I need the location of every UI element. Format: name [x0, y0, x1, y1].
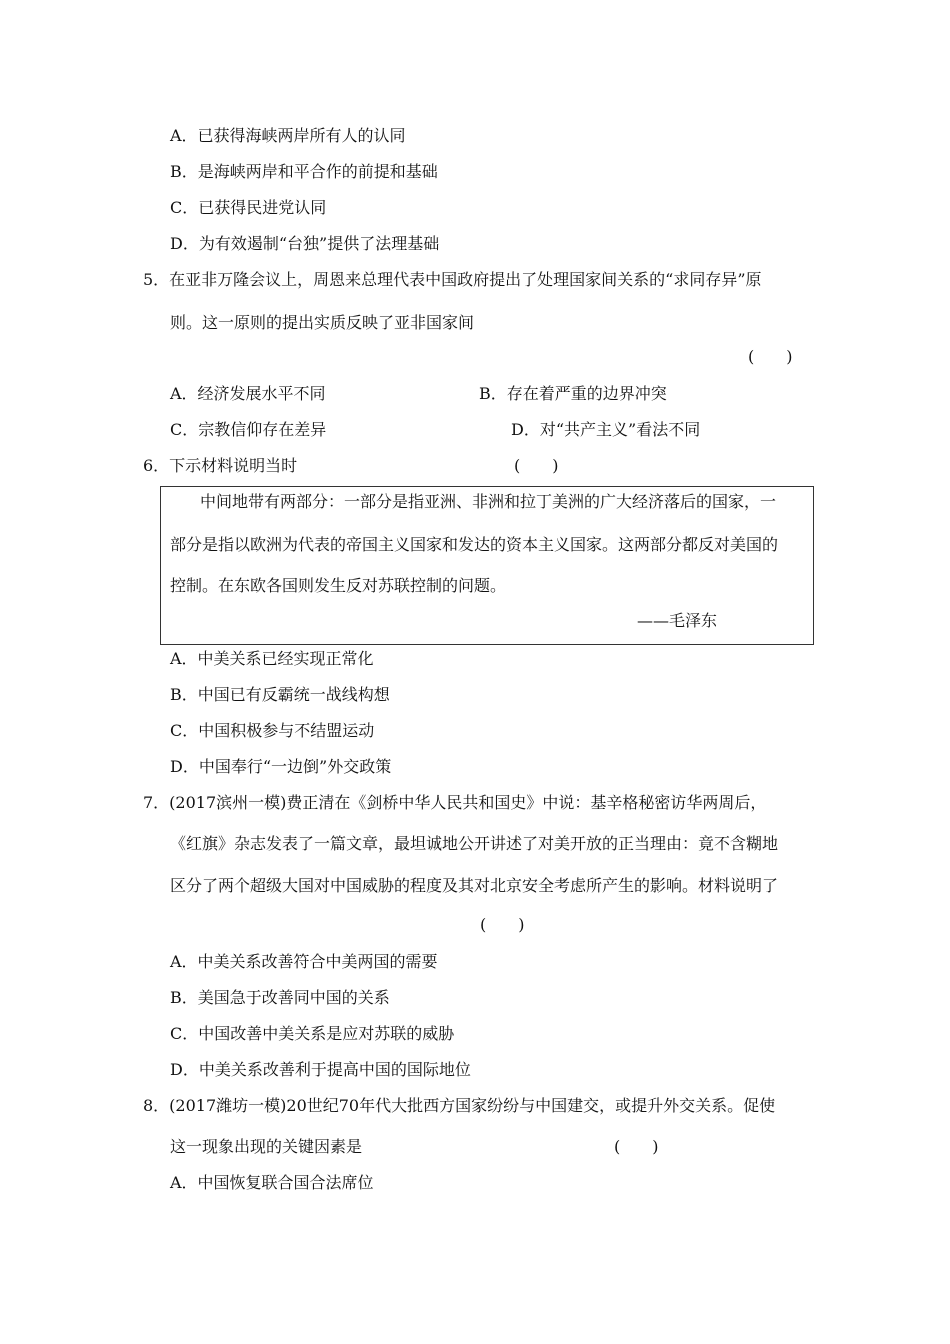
q8-stem-line1: 8．(2017潍坊一模)20世纪70年代大批西方国家纷纷与中国建交，或提升外交关系。促使 [143, 1096, 776, 1115]
q4-option-c: C．已获得民进党认同 [170, 198, 327, 217]
q8-option-a: A．中国恢复联合国合法席位 [170, 1173, 374, 1192]
q6-option-d: D．中国奉行“一边倒”外交政策 [170, 757, 392, 776]
q5-option-d: D．对“共产主义”看法不同 [511, 420, 701, 439]
q7-stem-line1: 7．(2017滨州一模)费正清在《剑桥中华人民共和国史》中说：基辛格秘密访华两周后， [143, 793, 767, 812]
q5-stem-line2: 则。这一原则的提出实质反映了亚非国家间 [170, 313, 475, 332]
q8-stem-line2: 这一现象出现的关键因素是 [170, 1137, 363, 1156]
q7-stem-line3: 区分了两个超级大国对中国威胁的程度及其对北京安全考虑所产生的影响。材料说明了 [170, 876, 779, 895]
material-source: ——毛泽东 [637, 611, 718, 630]
q6-option-a: A．中美关系已经实现正常化 [170, 649, 374, 668]
q5-option-a: A．经济发展水平不同 [170, 384, 326, 403]
q6-stem: 6．下示材料说明当时 [143, 456, 298, 475]
q7-option-a: A．中美关系改善符合中美两国的需要 [170, 952, 438, 971]
q4-option-d: D．为有效遏制“台独”提供了法理基础 [170, 234, 440, 253]
q4-option-b: B．是海峡两岸和平合作的前提和基础 [170, 162, 438, 181]
material-line3: 控制。在东欧各国则发生反对苏联控制的问题。 [170, 576, 507, 595]
q7-stem-line2: 《红旗》杂志发表了一篇文章，最坦诚地公开讲述了对美开放的正当理由：竟不含糊地 [170, 834, 779, 853]
q5-option-c: C．宗教信仰存在差异 [170, 420, 327, 439]
q8-answer-paren: ( ) [614, 1137, 659, 1156]
material-line2: 部分是指以欧洲为代表的帝国主义国家和发达的资本主义国家。这两部分都反对美国的 [170, 535, 779, 554]
q6-option-b: B．中国已有反霸统一战线构想 [170, 685, 390, 704]
q7-option-b: B．美国急于改善同中国的关系 [170, 988, 390, 1007]
q4-option-a: A．已获得海峡两岸所有人的认同 [170, 126, 406, 145]
q6-answer-paren: ( ) [514, 456, 559, 475]
q7-option-c: C．中国改善中美关系是应对苏联的威胁 [170, 1024, 455, 1043]
q5-stem-line1: 5．在亚非万隆会议上，周恩来总理代表中国政府提出了处理国家间关系的“求同存异”原 [143, 270, 762, 289]
q6-option-c: C．中国积极参与不结盟运动 [170, 721, 375, 740]
q7-option-d: D．中美关系改善利于提高中国的国际地位 [170, 1060, 471, 1079]
material-line1: 中间地带有两部分：一部分是指亚洲、非洲和拉丁美洲的广大经济落后的国家，一 [200, 492, 777, 511]
q5-answer-paren: ( ) [748, 347, 793, 366]
q7-answer-paren: ( ) [480, 915, 525, 934]
q5-option-b: B．存在着严重的边界冲突 [479, 384, 667, 403]
